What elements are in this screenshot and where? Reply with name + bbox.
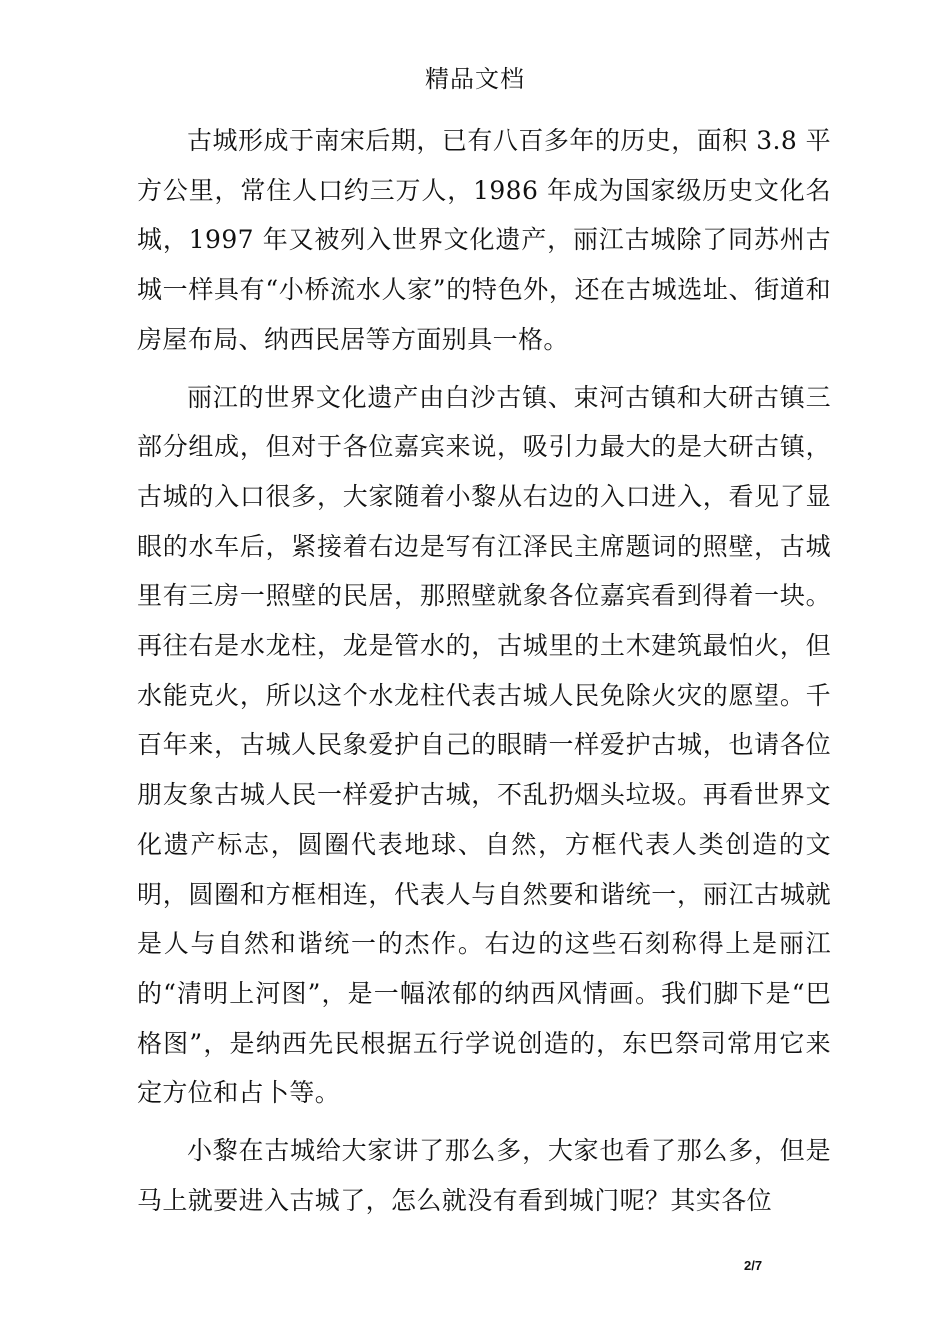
page-header: 精品文档 [425,65,525,93]
page-number: 2/7 [744,1258,763,1273]
paragraph-2: 丽江的世界文化遗产由白沙古镇、束河古镇和大研古镇三部分组成，但对于各位嘉宾来说，吸引力最大的是大研古镇，古城的入口很多，大家随着小黎从右边的入口进入，看见了显眼的水车后，紧接着右边是写有江泽民主席题词的照壁，古城里有三房一照壁的民居，那照壁就象各位嘉宾看到得着一块。再往右是水龙柱，龙是管水的，古城里的土木建筑最怕火，但水能克火，所以这个水龙柱代表古城人民免除火灾的愿望。千百年来，古城人民象爱护自己的眼睛一样爱护古城，也请各位朋友象古城人民一样爱护古城，不乱扔烟头垃圾。再看世界文化遗产标志，圆圈代表地球、自然，方框代表人类创造的文明，圆圈和方框相连，代表人与自然要和谐统一，丽江古城就是人与自然和谐统一的杰作。右边的这些石刻称得上是丽江的“清明上河图”，是一幅浓郁的纳西风情画。我们脚下是“巴格图”，是纳西先民根据五行学说创造的，东巴祭司常用它来定方位和占卜等。 [137,382,831,1108]
paragraph-3: 小黎在古城给大家讲了那么多，大家也看了那么多，但是马上就要进入古城了，怎么就没有看到城门呢？其实各位 [137,1136,831,1215]
paragraph-1: 古城形成于南宋后期，已有八百多年的历史，面积 3.8 平方公里，常住人口约三万人，1986 年成为国家级历史文化名城，1997 年又被列入世界文化遗产，丽江古城除了同苏州古城一样具有“小桥流水人家”的特色外，还在古城选址、街道和房屋布局、纳西民居等方面别具一格。 [137,126,831,354]
document-body [137,116,831,1233]
